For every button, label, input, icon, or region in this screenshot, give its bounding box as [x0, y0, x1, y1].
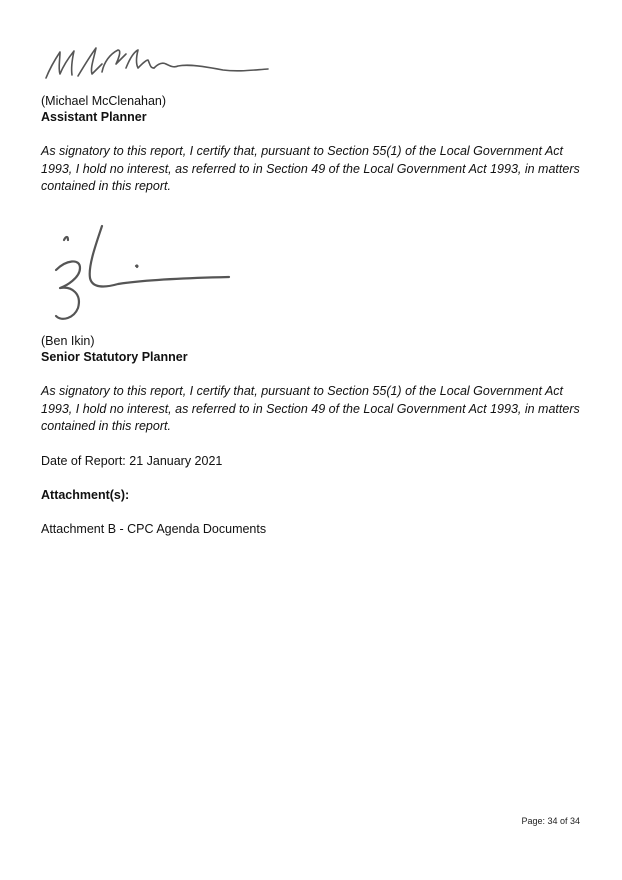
- signature-michael-mcclenahan: [38, 42, 278, 86]
- signatory-title: Senior Statutory Planner: [41, 350, 188, 364]
- signatory-name: (Michael McClenahan): [41, 94, 167, 108]
- signatory-title: Assistant Planner: [41, 110, 147, 124]
- page-number: Page: 34 of 34: [521, 816, 580, 826]
- attachment-item[interactable]: Attachment B - CPC Agenda Documents: [41, 522, 267, 536]
- report-date: Date of Report: 21 January 2021: [41, 454, 223, 468]
- attachments-heading: Attachment(s):: [41, 488, 130, 502]
- signatory-name: (Ben Ikin): [41, 334, 95, 348]
- certification-statement: As signatory to this report, I certify that, pursuant to Section 55(1) of the Local Government Act 1993, I hold no interest, as referred to in Section 49 of the Local Government Act 1993, in matters contained in this report.: [41, 144, 580, 193]
- certification-statement: As signatory to this report, I certify that, pursuant to Section 55(1) of the Local Government Act 1993, I hold no interest, as referred to in Section 49 of the Local Government Act 1993, in matters contained in this report.: [41, 384, 580, 433]
- signature-ben-ikin: [44, 222, 244, 332]
